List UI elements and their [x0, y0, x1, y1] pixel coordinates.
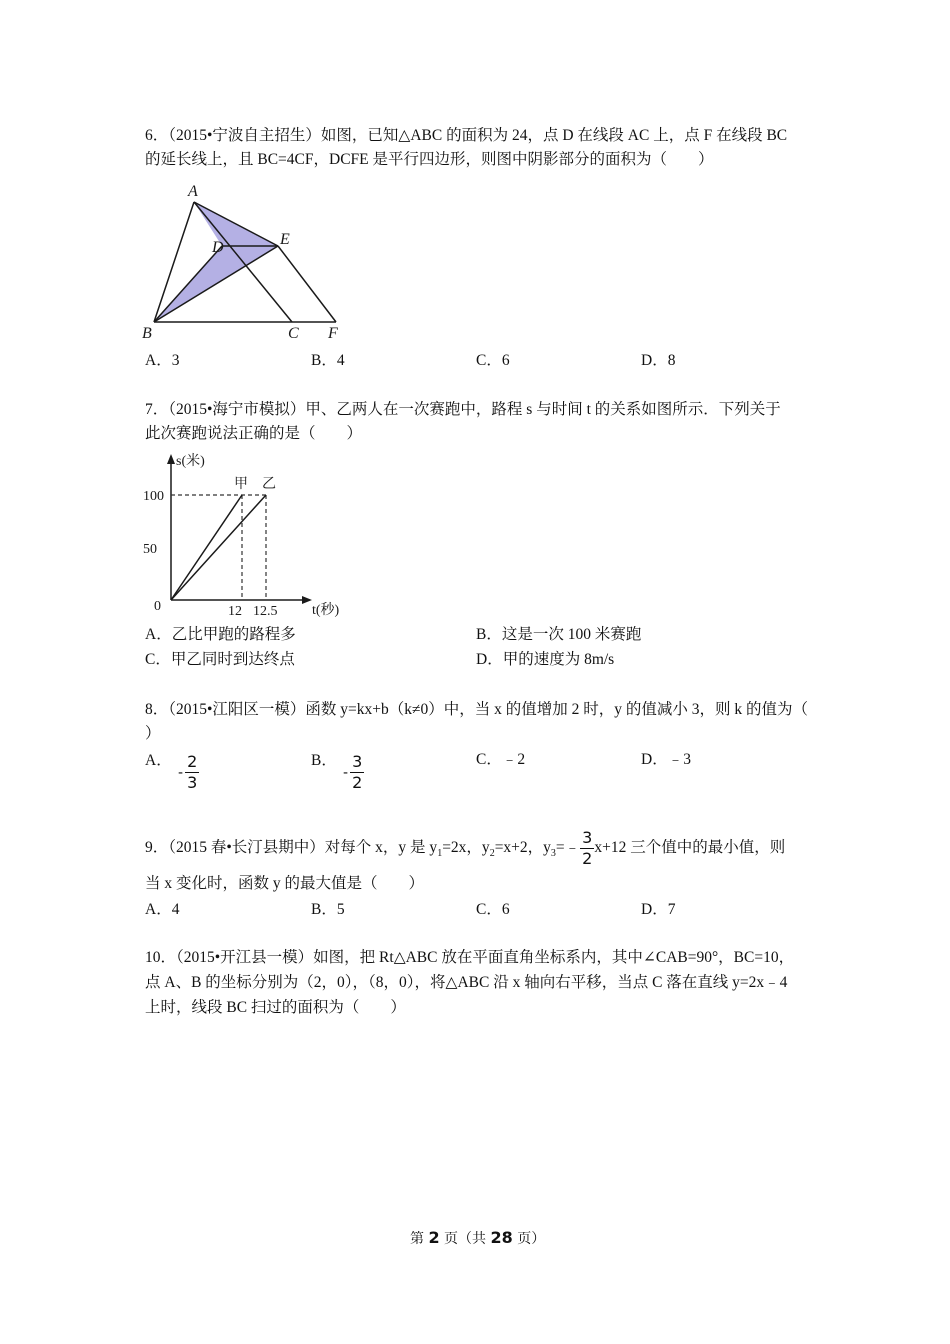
q8-text-line2: ） — [145, 725, 161, 742]
q9-text-line2: 当 x 变化时，函数 y 的最大值是（ ） — [145, 875, 425, 892]
q6-label-f: F — [328, 325, 338, 342]
page-footer — [410, 1228, 545, 1248]
q8-option-a-label: A． — [145, 752, 172, 769]
q6-label-a: A — [188, 183, 198, 200]
q7-option-c: C．甲乙同时到达终点 — [145, 651, 295, 668]
footer-suffix: 页） — [512, 1231, 546, 1247]
q8-option-c: C．﹣2 — [476, 751, 526, 768]
q6-text-line2: 的延长线上，且 BC=4CF，DCFE 是平行四边形，则图中阴影部分的面积为（ ） — [145, 151, 714, 168]
q8-option-a-value — [178, 752, 199, 793]
q7-x-tick-12: 12 — [228, 604, 242, 619]
q8-option-b-numerator: 3 — [352, 752, 363, 771]
q7-line-jia — [171, 495, 242, 600]
footer-total-pages: 28 — [490, 1228, 513, 1247]
q6-option-c: C．6 — [476, 352, 510, 369]
q7-y-tick-100: 100 — [143, 489, 164, 504]
q7-y-tick-50: 50 — [143, 542, 157, 557]
q7-text-line1: 7．（2015•海宁市模拟）甲、乙两人在一次赛跑中，路程 s 与时间 t 的关系如图所示．下列关于 — [145, 401, 781, 418]
q7-x-axis-label: t(秒) — [312, 603, 340, 618]
q10-text-line1: 10．（2015•开江县一模）如图，把 Rt△ABC 放在平面直角坐标系内，其中∠CAB=90°，BC=10， — [145, 949, 795, 966]
q8-option-a-fraction — [185, 752, 199, 793]
q7-y-axis-arrow — [167, 454, 175, 464]
q9-option-d: D．7 — [641, 901, 676, 918]
q10-text-line3: 上时，线段 BC 扫过的面积为（ ） — [145, 999, 406, 1016]
q8-option-a-denominator: 3 — [187, 773, 198, 792]
q7-label-jia: 甲 — [234, 477, 248, 492]
q8-option-b-minus: - — [343, 764, 349, 781]
q9-fraction — [580, 828, 594, 869]
q8-option-d: D．﹣3 — [641, 751, 691, 768]
q7-x-tick-12-5: 12.5 — [253, 604, 278, 619]
q8-option-a-numerator: 2 — [187, 752, 198, 771]
q9-sub2: 2 — [489, 848, 495, 860]
q7-y-axis-label: s(米) — [176, 454, 205, 469]
q7-text-line2: 此次赛跑说法正确的是（ ） — [145, 425, 363, 442]
q6-label-b: B — [142, 325, 152, 342]
q9-suffix: x+12 三个值中的最小值，则 — [594, 839, 786, 856]
q6-option-b: B．4 — [311, 352, 345, 369]
q7-distance-time-graph — [140, 450, 370, 622]
q6-option-a: A．3 — [145, 352, 180, 369]
q6-text-line1: 6．（2015•宁波自主招生）如图，已知△ABC 的面积为 24，点 D 在线段 AC 上，点 F 在线段 BC — [145, 127, 788, 144]
q6-label-e: E — [280, 231, 290, 248]
footer-middle: 页（共 — [439, 1231, 491, 1247]
q9-sub3: 3 — [550, 848, 556, 860]
q6-triangle-figure — [140, 182, 360, 344]
q9-fraction-denominator: 2 — [582, 848, 593, 868]
q6-label-c: C — [288, 325, 299, 342]
q7-x-axis-arrow — [302, 596, 312, 604]
q8-option-b-value — [343, 752, 364, 793]
q7-y-tick-0: 0 — [154, 599, 161, 614]
q9-mid1: =2x，y — [442, 839, 490, 856]
q8-text-line1: 8．（2015•江阳区一模）函数 y=kx+b（k≠0）中，当 x 的值增加 2 时，y 的值减小 3，则 k 的值为（ — [145, 701, 809, 718]
q8-option-a — [145, 748, 172, 770]
q7-option-b: B．这是一次 100 米赛跑 — [476, 626, 642, 643]
q8-option-b-denominator: 2 — [352, 773, 363, 792]
q6-label-d: D — [212, 239, 224, 256]
q9-option-a: A．4 — [145, 901, 180, 918]
q7-label-yi: 乙 — [262, 477, 276, 492]
q7-line-yi — [171, 495, 266, 600]
q9-sub1: 1 — [437, 848, 443, 860]
q9-fraction-numerator: 3 — [582, 827, 593, 847]
q8-option-a-minus: - — [178, 764, 184, 781]
q7-option-a: A．乙比甲跑的路程多 — [145, 626, 296, 643]
q9-mid3: =﹣ — [555, 839, 581, 856]
footer-prefix: 第 — [410, 1231, 429, 1247]
footer-page-number: 2 — [428, 1228, 440, 1247]
q6-option-d: D．8 — [641, 352, 676, 369]
q8-option-b-label: B． — [311, 752, 337, 769]
q9-option-b: B．5 — [311, 901, 345, 918]
q8-option-b-fraction — [350, 752, 364, 793]
q10-text-line2: 点 A、B 的坐标分别为（2，0），（8，0），将△ABC 沿 x 轴向右平移，当点 C 落在直线 y=2x﹣4 — [145, 974, 788, 991]
q6-segment-ef — [278, 246, 336, 322]
q7-option-d: D．甲的速度为 8m/s — [476, 651, 615, 668]
q8-option-b — [311, 748, 337, 770]
q9-text-line1 — [145, 826, 785, 876]
q9-prefix: 9．（2015 春•长汀县期中）对每个 x，y 是 y — [145, 839, 438, 856]
q9-mid2: =x+2，y — [494, 839, 551, 856]
q9-option-c: C．6 — [476, 901, 510, 918]
